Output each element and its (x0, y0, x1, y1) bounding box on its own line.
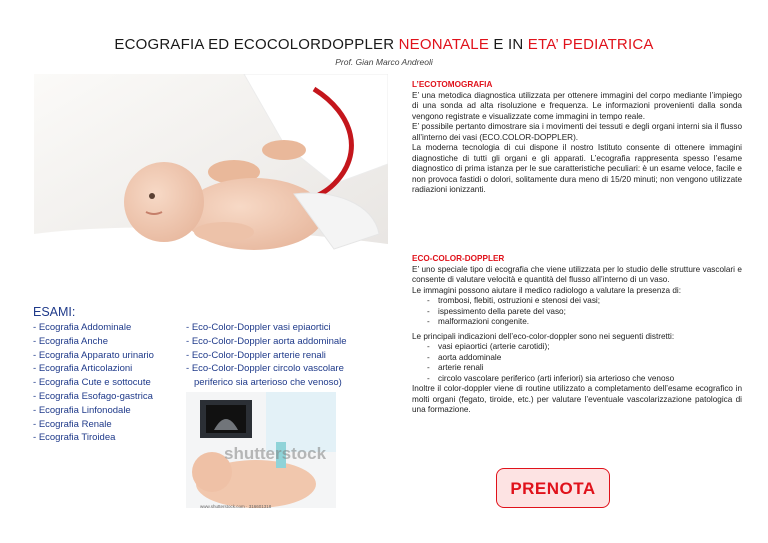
baby-stethoscope-photo (34, 74, 388, 278)
shutterstock-watermark: shutterstock (224, 444, 327, 463)
list-item: - Eco-Color-Doppler arterie renali (186, 349, 366, 363)
list-item: - arterie renali (412, 363, 742, 374)
list-item: - Ecografia Apparato urinario (33, 349, 154, 363)
paragraph: E’ possibile pertanto dimostrare sia i movimenti dei tessuti e degli organi interni sia il flusso all’interno dei vasi (ECO.COLOR-DOPPLER). (412, 122, 742, 142)
list-item: - Ecografia Addominale (33, 321, 154, 335)
list-item: - aorta addominale (412, 353, 742, 364)
list-item: - Ecografia Tiroidea (33, 431, 154, 445)
doppler-districts-list (412, 342, 742, 384)
paragraph: Le principali indicazioni dell’eco-color-doppler sono nei seguenti distretti: (412, 331, 675, 341)
list-item: - circolo vascolare periferico (arti inferiori) sia arterioso che venoso (412, 374, 742, 385)
paragraph: Le immagini possono aiutare il medico radiologo a valutare la presenza di: (412, 285, 681, 295)
list-item: - vasi epiaortici (arterie carotidi); (412, 342, 742, 353)
paragraph: E’ uno speciale tipo di ecografia che viene utilizzata per lo studio delle strutture vascolari e consente di valutare velocità e quantità del flusso all’interno di un vaso. (412, 264, 742, 284)
prenota-button[interactable]: PRENOTA (496, 468, 610, 508)
doppler-heading: ECO-COLOR-DOPPLER (412, 254, 505, 263)
esami-list-ecografia (33, 321, 154, 445)
esami-heading: ESAMI: (33, 305, 76, 319)
list-item: - malformazioni congenite. (412, 317, 742, 328)
ultrasound-exam-photo (186, 392, 336, 508)
list-item: - Ecografia Esofago-gastrica (33, 390, 154, 404)
list-item: - Ecografia Cute e sottocute (33, 376, 154, 390)
ecotomografia-heading: L’ECOTOMOGRAFIA (412, 80, 493, 89)
doppler-section (412, 254, 742, 416)
list-item: - Ecografia Anche (33, 335, 154, 349)
paragraph: Inoltre il color-doppler viene di routine utilizzato a completamento dell’esame ecografico in molti organi (fegato, tiroide, etc.) per valutare l’eventuale vascolarizzazione patologica di una formazione. (412, 384, 742, 414)
photo-credit: www.shutterstock.com · 316601318 (200, 504, 272, 509)
page-title: ECOGRAFIA ED ECOCOLORDOPPLER NEONATALE E IN ETA’ PEDIATRICA (114, 36, 654, 53)
paragraph: E’ una metodica diagnostica utilizzata per ottenere immagini del corpo mediante l’impiego di una sonda ad alta risoluzione e frequenza. Le informazioni provenienti dalla sonda vengono registrate e visualizzate come immagini in tempo reale. (412, 90, 742, 121)
list-item: - Ecografia Articolazioni (33, 362, 154, 376)
list-item: - Ecografia Renale (33, 418, 154, 432)
list-item: - Eco-Color-Doppler aorta addominale (186, 335, 366, 349)
list-item: - Eco-Color-Doppler vasi epiaortici (186, 321, 366, 335)
list-item: - Eco-Color-Doppler circolo vascolare periferico sia arterioso che venoso) (186, 362, 366, 390)
list-item: - Ecografia Linfonodale (33, 404, 154, 418)
author: Prof. Gian Marco Andreoli (335, 57, 433, 67)
list-item: - ispessimento della parete del vaso; (412, 307, 742, 318)
paragraph: La moderna tecnologia di cui dispone il nostro Istituto consente di ottenere immagini diagnostiche di tutti gli organi e gli apparati. L’ecografia rappresenta spesso l’esame diagnostico di prima istanza per le sue caratteristiche peculiari: è un esame veloce, facile e non provoca fastidi o dolori, solitamente dura meno di 15/20 minuti; non vengono utilizzate radiazioni ionizzanti. (412, 143, 742, 194)
ecotomografia-section (412, 80, 742, 196)
esami-list-doppler (186, 321, 366, 390)
doppler-findings-list (412, 296, 742, 328)
list-item: - trombosi, flebiti, ostruzioni e stenosi dei vasi; (412, 296, 742, 307)
